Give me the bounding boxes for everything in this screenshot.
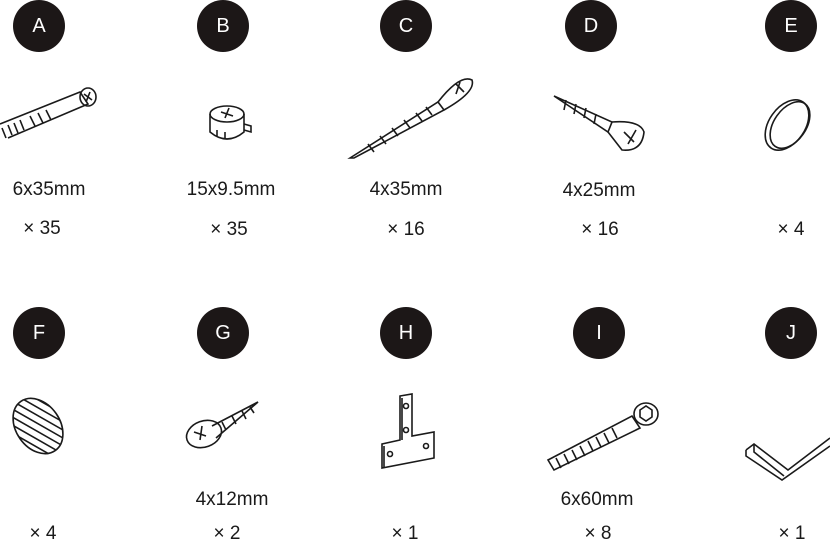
pan-head-screw-icon [182,398,262,454]
part-letter-badge: B [197,0,249,52]
wood-screw-icon [348,70,478,160]
cam-lock-nut-icon [203,102,253,146]
part-size: 4x25mm [562,180,636,201]
part-quantity: × 4 [29,523,57,544]
allen-key-icon [744,430,830,480]
part-letter-badge: I [573,307,625,359]
part-letter-badge: E [765,0,817,52]
felt-pad-icon [10,392,70,460]
part-letter-badge: J [765,307,817,359]
part-quantity: × 4 [777,219,805,240]
part-letter-badge: C [380,0,432,52]
part-letter-badge: A [13,0,65,52]
part-size: 15x9.5mm [186,179,276,200]
part-size: 6x35mm [12,179,86,200]
part-quantity: × 1 [778,523,806,544]
cam-lock-bolt-icon [0,82,110,152]
part-size: 6x60mm [560,489,634,510]
part-size: 4x12mm [195,489,269,510]
part-quantity: × 2 [213,523,241,544]
part-letter-badge: D [565,0,617,52]
t-bracket-icon [378,392,438,472]
part-quantity: × 1 [391,523,419,544]
part-letter-badge: H [380,307,432,359]
part-letter-badge: G [197,307,249,359]
hex-bolt-icon [542,398,662,472]
part-quantity: × 8 [584,523,612,544]
part-quantity: × 16 [581,219,619,240]
countersunk-screw-icon [552,92,647,157]
part-size: 4x35mm [369,179,443,200]
part-quantity: × 35 [210,219,248,240]
part-quantity: × 35 [23,218,61,239]
cap-disc-icon [762,95,812,159]
part-quantity: × 16 [387,219,425,240]
part-letter-badge: F [13,307,65,359]
